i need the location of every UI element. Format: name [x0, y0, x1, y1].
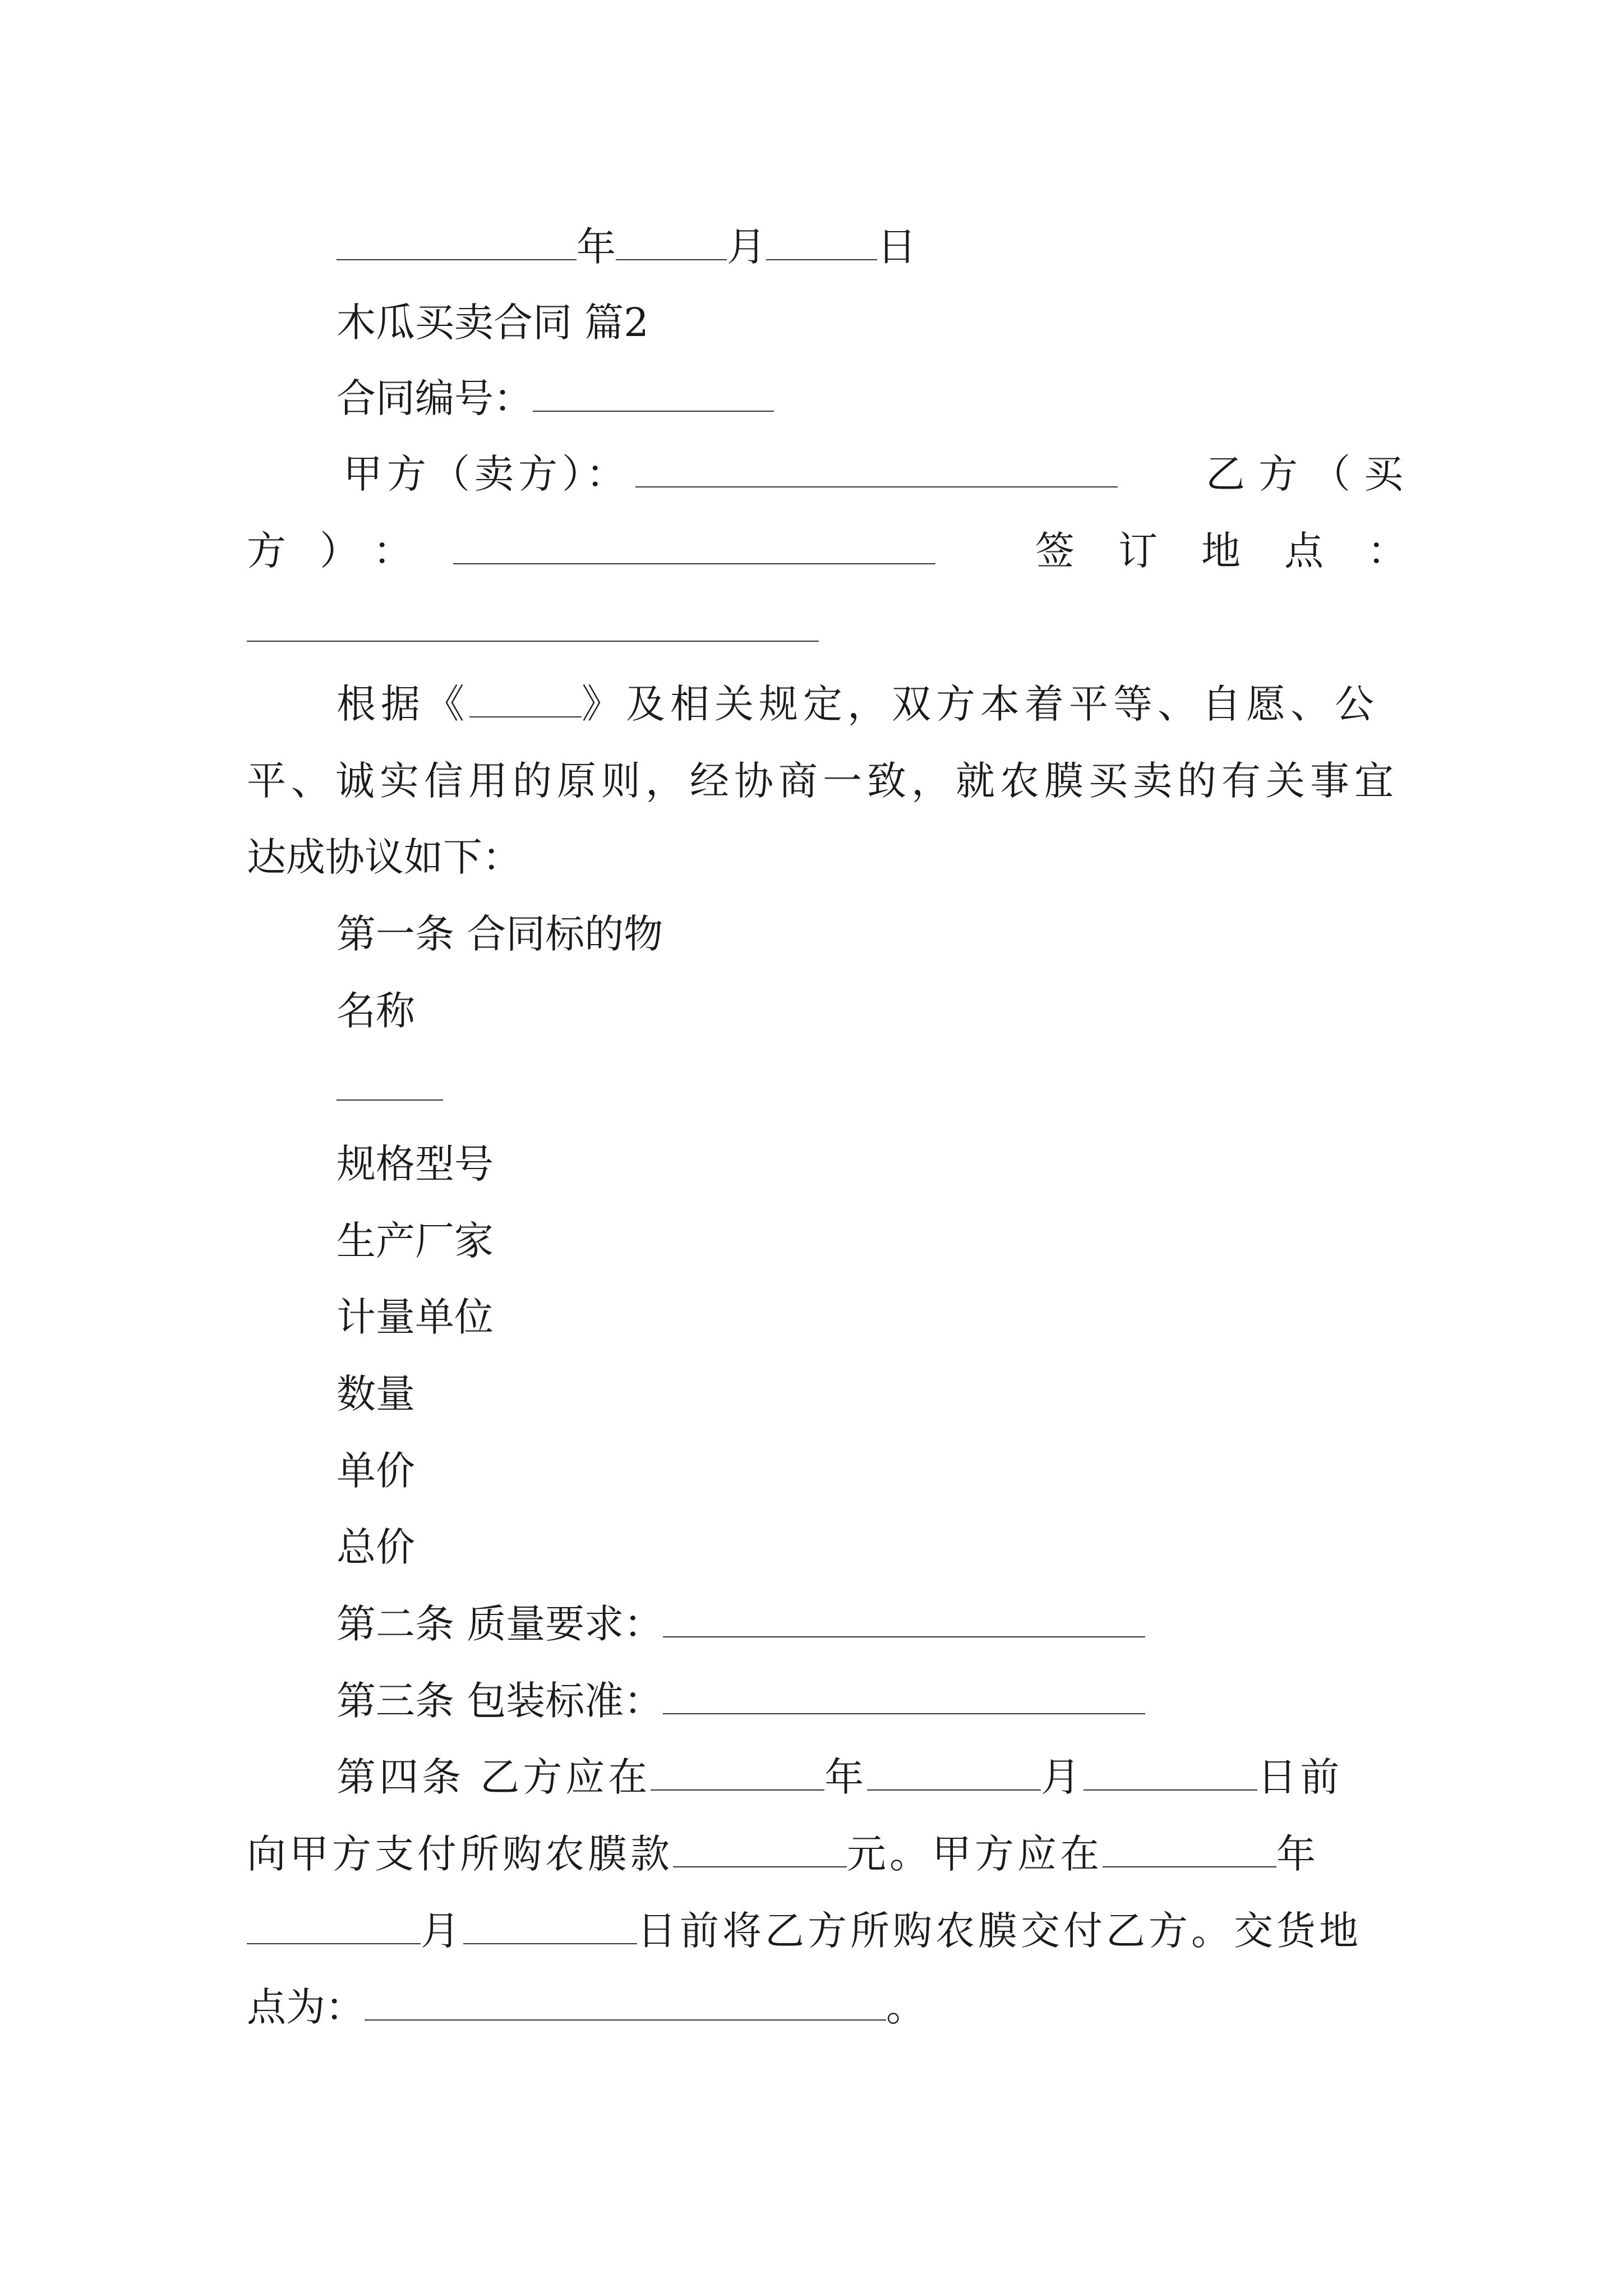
- blank-law-name: [469, 682, 582, 717]
- party-a-line: [343, 449, 1118, 499]
- blank-packaging: [663, 1678, 1145, 1714]
- article-1-item-maker: 生产厂家: [336, 1218, 494, 1264]
- blank-party-a: [635, 452, 1118, 487]
- blank-item-name: [336, 1065, 443, 1101]
- blank-delivery-day: [463, 1908, 637, 1944]
- article-1-item-model: 规格型号: [336, 1141, 494, 1187]
- party-b-line: [247, 526, 446, 576]
- intro-text-1a: 根据《: [336, 681, 469, 727]
- intro-line-3: 达成协议如下：: [247, 834, 522, 880]
- pay-month-label: 月: [1041, 1754, 1084, 1800]
- blank-sign-place: [247, 606, 819, 642]
- article-4-line-4: [247, 1982, 925, 2032]
- blank-party-b: [453, 528, 935, 564]
- month-label: 月: [727, 224, 766, 270]
- article-1-name-blank-line: [336, 1062, 443, 1112]
- article-1-item-name: 名称: [336, 988, 415, 1034]
- article-4-line-3: [247, 1906, 1362, 1956]
- sign-place-blank-line: [247, 603, 819, 654]
- delivery-year-label: 年: [1276, 1831, 1319, 1877]
- article-4-text-1a: 第四条 乙方应在: [336, 1754, 651, 1800]
- article-1-item-quantity: 数量: [336, 1371, 415, 1417]
- blank-delivery-place: [365, 1985, 886, 2021]
- party-b-label-end: 方）：: [247, 528, 446, 574]
- article-2-line: [336, 1599, 1145, 1649]
- article-4-text-3b: 日前将乙方所购农膜交付乙方。交货地: [637, 1908, 1362, 1954]
- article-4-text-4-end: 。: [886, 1984, 925, 2030]
- blank-month: [616, 224, 727, 260]
- blank-year: [336, 224, 577, 260]
- sign-place-label: 签订地点：: [1035, 528, 1450, 574]
- article-4-text-4a: 点为：: [247, 1984, 365, 2030]
- blank-delivery-year: [1103, 1832, 1276, 1867]
- article-4-text-2a: 向甲方支付所购农膜款: [247, 1831, 673, 1877]
- article-4-line-1: [336, 1752, 1343, 1802]
- article-1-title: 第一条 合同标的物: [336, 911, 663, 957]
- year-label: 年: [577, 224, 616, 270]
- section-heading: 木瓜买卖合同 篇2: [336, 300, 649, 346]
- blank-payment-amount: [673, 1832, 847, 1867]
- blank-day: [766, 224, 877, 260]
- article-1-item-unit: 计量单位: [336, 1294, 494, 1340]
- article-4-line-2: [247, 1829, 1319, 1879]
- article-4-text-2b: 元。甲方应在: [847, 1831, 1103, 1877]
- day-label: 日: [877, 224, 916, 270]
- pay-year-label: 年: [824, 1754, 868, 1800]
- party-b-label-start: 乙方（买: [1206, 451, 1417, 497]
- contract-number-label: 合同编号：: [336, 375, 533, 421]
- pay-day-label: 日前: [1257, 1754, 1343, 1800]
- blank-contract-number: [533, 376, 774, 412]
- article-3-label: 第三条 包装标准：: [336, 1678, 663, 1724]
- intro-line-1: [336, 679, 1379, 729]
- article-1-item-total-price: 总价: [336, 1524, 415, 1570]
- date-line: [336, 222, 916, 272]
- article-3-line: [336, 1676, 1145, 1726]
- article-1-item-unit-price: 单价: [336, 1448, 415, 1494]
- party-a-label: 甲方（卖方）：: [343, 451, 630, 497]
- blank-pay-day: [1083, 1755, 1257, 1791]
- blank-pay-year: [651, 1755, 824, 1791]
- article-2-label: 第二条 质量要求：: [336, 1601, 663, 1647]
- intro-line-2: 平、诚实信用的原则，经协商一致，就农膜买卖的有关事宜: [247, 758, 1399, 804]
- blank-party-b-wrap: [453, 526, 935, 576]
- blank-delivery-month: [247, 1908, 421, 1944]
- blank-quality: [663, 1602, 1145, 1637]
- delivery-month-label: 月: [421, 1908, 463, 1954]
- blank-pay-month: [867, 1755, 1041, 1791]
- intro-text-1b: 》及相关规定，双方本着平等、自愿、公: [582, 681, 1379, 727]
- contract-number-line: [336, 373, 774, 424]
